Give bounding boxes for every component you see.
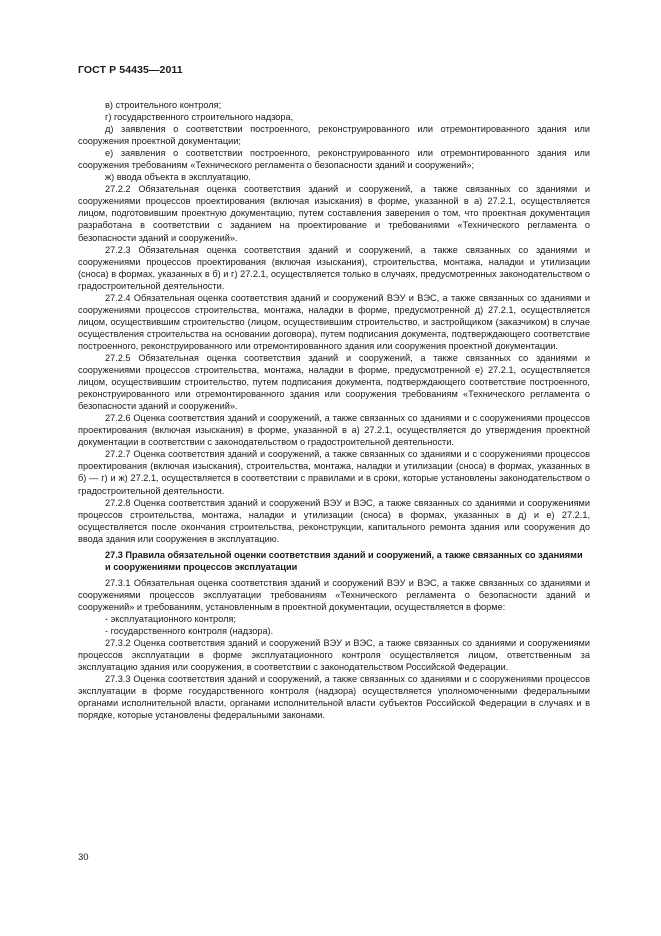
list-item: в) строительного контроля; xyxy=(105,100,222,110)
clause-27-3-3: 27.3.3 Оценка соответствия зданий и сооружений, а также связанных со зданиями и с сооружениями процессов эксплуатации в форме государственного контроля (надзора) осуществляется уполномоченными федеральными органами исполнительной власти, органами исполнительной власти субъектов Российской Федерации в случаях и в порядке, которые установлены федеральными законами. xyxy=(78,674,590,721)
clause-27-2-2: 27.2.2 Обязательная оценка соответствия зданий и сооружений, а также связанных со зданиями и сооружениями процессов проектирования (включая изыскания) в форме, указанной в а) 27.2.1, осуществляется лицом, подготовившим проектную документацию, путем составления заверения о том, что проектная документация разработана в соответствии с заданием на проектирование и требованиями «Технического регламента о безопасности зданий и сооружений». xyxy=(78,184,590,243)
page-number: 30 xyxy=(78,852,89,863)
clause-27-2-3: 27.2.3 Обязательная оценка соответствия зданий и сооружений, а также связанных со зданиями и сооружениями процессов проектирования (включая изыскания), строительства, монтажа, наладки и утилизации (сноса) в формах, указанных в б) и г) 27.2.1, осуществляется только в случаях, предусмотренных законодательством о градостроительной деятельности. xyxy=(78,244,590,291)
list-item: ж) ввода объекта в эксплуатацию. xyxy=(105,172,251,183)
document-body xyxy=(78,99,590,721)
clause-27-3-1: 27.3.1 Обязательная оценка соответствия зданий и сооружений ВЭУ и ВЭС, а также связанных со зданиями и сооружениями процессов эксплуатации требованиям «Технического регламента о безопасности зданий и сооружений» и требованиям, установленным в проектной документации, осуществляется в форме: xyxy=(78,577,590,612)
list-item: - государственного контроля (надзора). xyxy=(105,626,274,637)
list-item: - эксплуатационного контроля; xyxy=(105,613,236,624)
list-item: е) заявления о соответствии построенного, реконструированного или отремонтированного здания или сооружения требованиям «Технического регламента о безопасности зданий и сооружений»; xyxy=(78,148,590,171)
clause-27-2-8: 27.2.8 Оценка соответствия зданий и сооружений ВЭУ и ВЭС, а также связанных со зданиями и сооружениями процессов строительства, монтажа, наладки и утилизации (сноса) в формах, указанных в д) и е) 27.2.1, осуществляется после окончания строительства, реконструкции, капитального ремонта здания или сооружения до ввода здания или сооружения в эксплуатацию. xyxy=(78,497,590,544)
document-header: ГОСТ Р 54435—2011 xyxy=(78,64,183,76)
clause-27-3-2: 27.3.2 Оценка соответствия зданий и сооружений ВЭУ и ВЭС, а также связанных со зданиями и сооружениями процессов эксплуатации в форме эксплуатационного контроля осуществляется лицом, ответственным за эксплуатацию здания или сооружения, в соответствии с законодательством Российской Федерации. xyxy=(78,638,590,673)
clause-27-2-4: 27.2.4 Обязательная оценка соответствия зданий и сооружений ВЭУ и ВЭС, а также связанных со зданиями и сооружениями процессов строительства, монтажа, наладки в форме, предусмотренной д) 27.2.1, осуществляется лицом, осуществившим строительство (лицом, осуществившим строительство, и застройщиком (заказчиком) в случае осуществления строительства на основании договора), путем подписания документа, подтверждающего соответствие построенного, реконструированного или отремонтированного здания или сооружения проектной документации. xyxy=(78,292,590,351)
clause-27-2-6: 27.2.6 Оценка соответствия зданий и сооружений, а также связанных со зданиями и с сооружениями процессов проектирования (включая изыскания) в форме, указанной в а) 27.2.1, осуществляется до утверждения проектной документации в соответствии с законодательством о градостроительной деятельности. xyxy=(78,413,590,448)
clause-27-2-5: 27.2.5 Обязательная оценка соответствия зданий и сооружений, а также связанных со зданиями и сооружениями процессов строительства, монтажа, наладки в форме, предусмотренной е) 27.2.1, осуществляется лицом, осуществившим строительство, путем подписания документа, подтверждающего соответствие построенного, реконструированного или отремонтированного здания или сооружения требованиям «Технического регламента о безопасности зданий и сооружений». xyxy=(78,352,590,412)
list-item: г) государственного строительного надзора, xyxy=(105,112,294,123)
list-item: д) заявления о соответствии построенного, реконструированного или отремонтированного здания или сооружения проектной документации; xyxy=(78,124,590,147)
clause-27-2-7: 27.2.7 Оценка соответствия зданий и сооружений, а также связанных со зданиями и с сооружениями процессов проектирования (включая изыскания), строительства, монтажа, наладки и утилизации (сноса) в формах, указанных в б) — г) и ж) 27.2.1, осуществляется в соответствии с правилами и в сроки, которые установлены законодательством о градостроительной деятельности. xyxy=(78,449,590,496)
section-heading-27-3: 27.3 Правила обязательной оценки соответствия зданий и сооружений, а также связанных со зданиями и сооружениями процессов эксплуатации xyxy=(105,549,583,572)
